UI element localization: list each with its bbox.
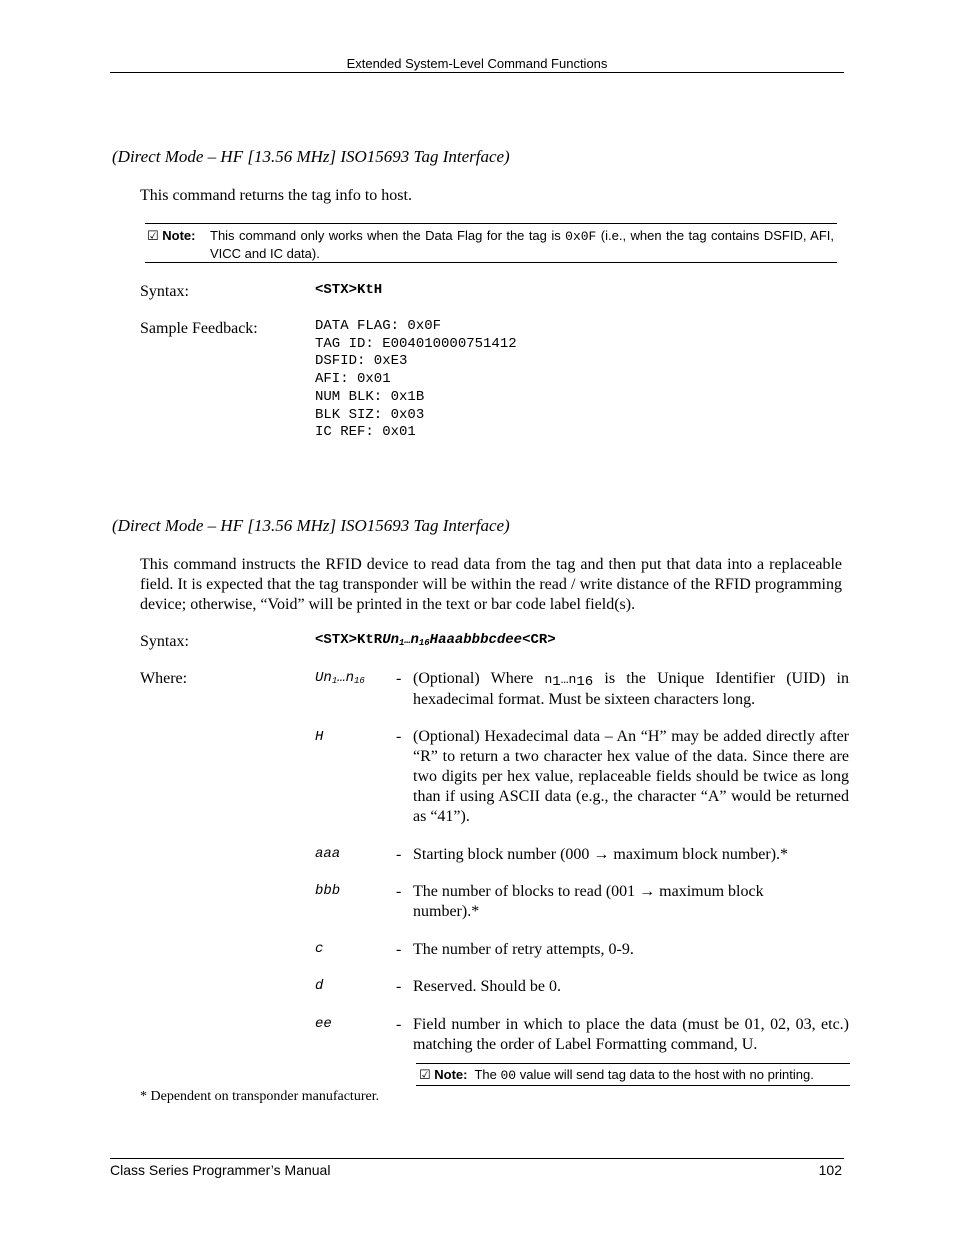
param-dash: - [396, 978, 402, 995]
section-mode-kth: (Direct Mode – HF [13.56 MHz] ISO15693 Tag Interface) [112, 147, 510, 166]
kth-feedback [315, 318, 517, 442]
feedback-line: DSFID: 0xE3 [315, 353, 408, 370]
param-term-bbb: bbb [315, 883, 341, 899]
kth-feedback-label: Sample Feedback: [140, 320, 258, 337]
kth-syntax: <STX>KtH [315, 282, 383, 298]
ktr-note-label: ☑ Note: [419, 1067, 468, 1082]
footer-rule [110, 1158, 844, 1159]
param-dash: - [396, 883, 402, 900]
ktr-note-code: 00 [500, 1068, 517, 1083]
kth-note-code: 0x0F [565, 229, 597, 244]
ktr-note-box [416, 1063, 850, 1086]
header-rule [110, 72, 844, 73]
param-term-d: d [315, 978, 324, 994]
feedback-line: BLK SIZ: 0x03 [315, 406, 425, 423]
param-term-aaa: aaa [315, 846, 341, 862]
param-desc-aaa: Starting block number (000 → maximum block number).* [413, 846, 789, 863]
param-desc-c: The number of retry attempts, 0-9. [413, 941, 634, 958]
kth-note-label: ☑ Note: [147, 228, 196, 243]
param-dash: - [396, 941, 402, 958]
ktr-syntax-label: Syntax: [140, 633, 189, 650]
footer-manual-title: Class Series Programmer’s Manual [110, 1162, 331, 1178]
kth-note-text: This command only works when the Data Flag for the tag is 0x0F (i.e., when the tag contains DSFID, AFI, VICC and IC data). [210, 228, 834, 261]
feedback-line: TAG ID: E004010000751412 [315, 335, 517, 352]
section-mode-ktr: (Direct Mode – HF [13.56 MHz] ISO15693 Tag Interface) [112, 516, 510, 535]
param-dash: - [396, 728, 402, 745]
param-term-h: H [315, 729, 324, 745]
ktr-syntax: $<STX>KtRUn_1\dots n_{16}Haaabbbcdee<CR>$ [315, 632, 556, 648]
running-header: Extended System-Level Command Functions [346, 56, 608, 71]
feedback-line: DATA FLAG: 0x0F [315, 318, 442, 334]
param-desc-d: Reserved. Should be 0. [413, 978, 561, 995]
param-desc-ee: Field number in which to place the data (must be 01, 02, 03, etc.) matching the order of Label Formatting command, U. [413, 1016, 849, 1053]
param-dash: - [396, 1016, 402, 1033]
ktr-note-text: ☑ Note: The 00 value will send tag data to the host with no printing. [419, 1067, 814, 1083]
kth-note-box [145, 223, 837, 263]
feedback-line: AFI: 0x01 [315, 371, 391, 388]
param-dash: - [396, 846, 402, 863]
kth-description: This command returns the tag info to host. [140, 187, 412, 204]
param-desc-uid: (Optional) Where $n_1\dots n_{16}$ is the Unique Identifier (UID) in hexadecimal format. Must be sixteen characters long. [413, 670, 849, 708]
param-term-c: c [315, 941, 324, 957]
ktr-where-label: Where: [140, 670, 188, 687]
footnote: * Dependent on transponder manufacturer. [140, 1089, 380, 1104]
param-desc-bbb: The number of blocks to read (001 → maximum block number).* [413, 883, 764, 920]
footer-page-number: 102 [818, 1162, 842, 1178]
param-desc-h: (Optional) Hexadecimal data – An “H” may be added directly after “R” to return a two character hex value of the data. Since there are two digits per hex value, replaceable fields should be twice as long than if using ASCII data (e.g., the character “A” would be returned as “41”). [413, 728, 849, 825]
ktr-description: This command instructs the RFID device to read data from the tag and then put that data into a replaceable field. It is expected that the tag transponder will be within the read / write distance of the RFID programming device; otherwise, “Void” will be printed in the text or bar code label field(s). [140, 556, 842, 613]
kth-syntax-label: Syntax: [140, 283, 189, 300]
param-term-ee: ee [315, 1016, 332, 1032]
feedback-line: NUM BLK: 0x1B [315, 388, 425, 405]
param-term-uid: $Un_1\dots n_{16}$ [315, 670, 365, 686]
param-dash: - [396, 670, 402, 687]
feedback-line: IC REF: 0x01 [315, 424, 416, 441]
